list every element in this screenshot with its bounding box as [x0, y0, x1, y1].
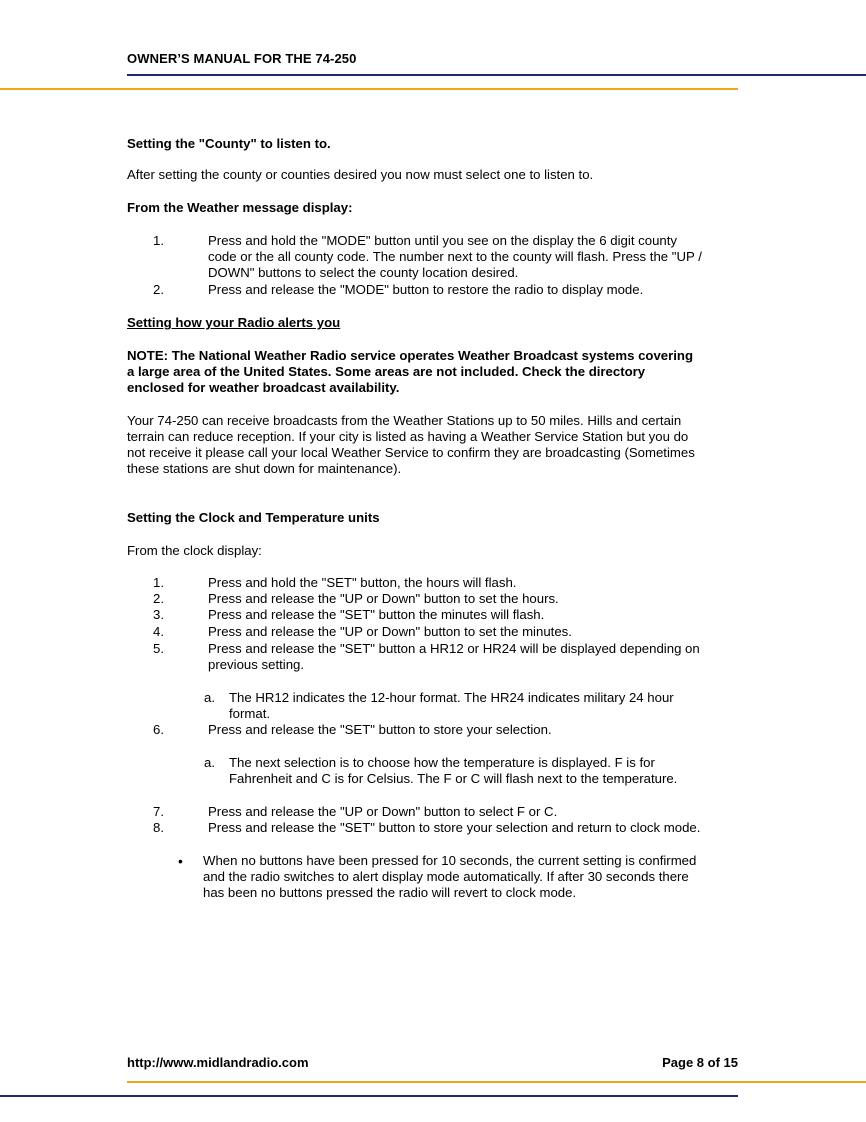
footer-rule-gold: [127, 1081, 866, 1083]
county-step-1-line-2: code or the all county code. The number next to the county will flash. Press the "UP /: [208, 249, 702, 264]
clock-bullet-line-3: has been no buttons pressed the radio will revert to clock mode.: [203, 885, 577, 900]
alerts-body-line-4: these stations are shut down for maintenance).: [127, 461, 402, 476]
clock-step-3-num: 3.: [153, 607, 164, 622]
clock-step-1-num: 1.: [153, 575, 164, 590]
clock-step-8-text: Press and release the "SET" button to store your selection and return to clock mode.: [208, 820, 701, 835]
clock-step-2-text: Press and release the "UP or Down" button to set the hours.: [208, 591, 559, 606]
header-rule-gold: [0, 88, 738, 90]
clock-bullet-line-1: When no buttons have been pressed for 10 seconds, the current setting is confirmed: [203, 853, 697, 868]
clock-substep-5a-line-2: format.: [229, 706, 271, 721]
county-intro: After setting the county or counties desired you now must select one to listen to.: [127, 167, 594, 182]
clock-heading: Setting the Clock and Temperature units: [127, 510, 380, 525]
alerts-note-line-1: NOTE: The National Weather Radio service operates Weather Broadcast systems covering: [127, 348, 694, 363]
header-title: OWNER’S MANUAL FOR THE 74-250: [127, 51, 357, 66]
footer-page-number: Page 8 of 15: [662, 1055, 738, 1070]
county-heading: Setting the "County" to listen to.: [127, 136, 331, 151]
clock-step-5-num: 5.: [153, 641, 164, 656]
clock-step-3-text: Press and release the "SET" button the minutes will flash.: [208, 607, 545, 622]
alerts-heading: Setting how your Radio alerts you: [127, 315, 341, 330]
county-step-1-line-3: DOWN" buttons to select the county location desired.: [208, 265, 519, 280]
clock-substep-6a-num: a.: [204, 755, 215, 770]
clock-step-1-text: Press and hold the "SET" button, the hours will flash.: [208, 575, 517, 590]
clock-substep-5a-num: a.: [204, 690, 215, 705]
clock-step-4-text: Press and release the "UP or Down" button to set the minutes.: [208, 624, 572, 639]
clock-step-6-text: Press and release the "SET" button to store your selection.: [208, 722, 552, 737]
footer-rule-navy: [0, 1095, 738, 1097]
clock-substep-5a-line-1: The HR12 indicates the 12-hour format. The HR24 indicates military 24 hour: [229, 690, 674, 705]
clock-step-2-num: 2.: [153, 591, 164, 606]
bullet-icon: •: [178, 853, 183, 869]
header-rule-navy: [127, 74, 866, 76]
clock-step-6-num: 6.: [153, 722, 164, 737]
county-step-1-num: 1.: [153, 233, 164, 248]
clock-step-7-text: Press and release the "UP or Down" button to select F or C.: [208, 804, 558, 819]
clock-step-5-line-2: previous setting.: [208, 657, 305, 672]
clock-step-8-num: 8.: [153, 820, 164, 835]
alerts-note-line-3: enclosed for weather broadcast availability.: [127, 380, 400, 395]
clock-substep-6a-line-1: The next selection is to choose how the temperature is displayed. F is for: [229, 755, 655, 770]
county-step-2-num: 2.: [153, 282, 164, 297]
county-subheading: From the Weather message display:: [127, 200, 353, 215]
clock-intro: From the clock display:: [127, 543, 262, 558]
alerts-body-line-3: not receive it please call your local Weather Service to confirm they are broadcasting (Sometimes: [127, 445, 695, 460]
footer-url: http://www.midlandradio.com: [127, 1055, 309, 1070]
clock-substep-6a-line-2: Fahrenheit and C is for Celsius. The F or C will flash next to the temperature.: [229, 771, 678, 786]
clock-bullet-line-2: and the radio switches to alert display mode automatically. If after 30 seconds there: [203, 869, 689, 884]
clock-step-4-num: 4.: [153, 624, 164, 639]
clock-step-5-line-1: Press and release the "SET" button a HR12 or HR24 will be displayed depending on: [208, 641, 700, 656]
clock-step-7-num: 7.: [153, 804, 164, 819]
county-step-1-line-1: Press and hold the "MODE" button until you see on the display the 6 digit county: [208, 233, 678, 248]
alerts-body-line-1: Your 74-250 can receive broadcasts from the Weather Stations up to 50 miles. Hills and certain: [127, 413, 682, 428]
county-step-2-line-1: Press and release the "MODE" button to restore the radio to display mode.: [208, 282, 644, 297]
alerts-body-line-2: terrain can reduce reception. If your city is listed as having a Weather Service Station but you do: [127, 429, 689, 444]
alerts-note-line-2: a large area of the United States. Some areas are not included. Check the directory: [127, 364, 646, 379]
